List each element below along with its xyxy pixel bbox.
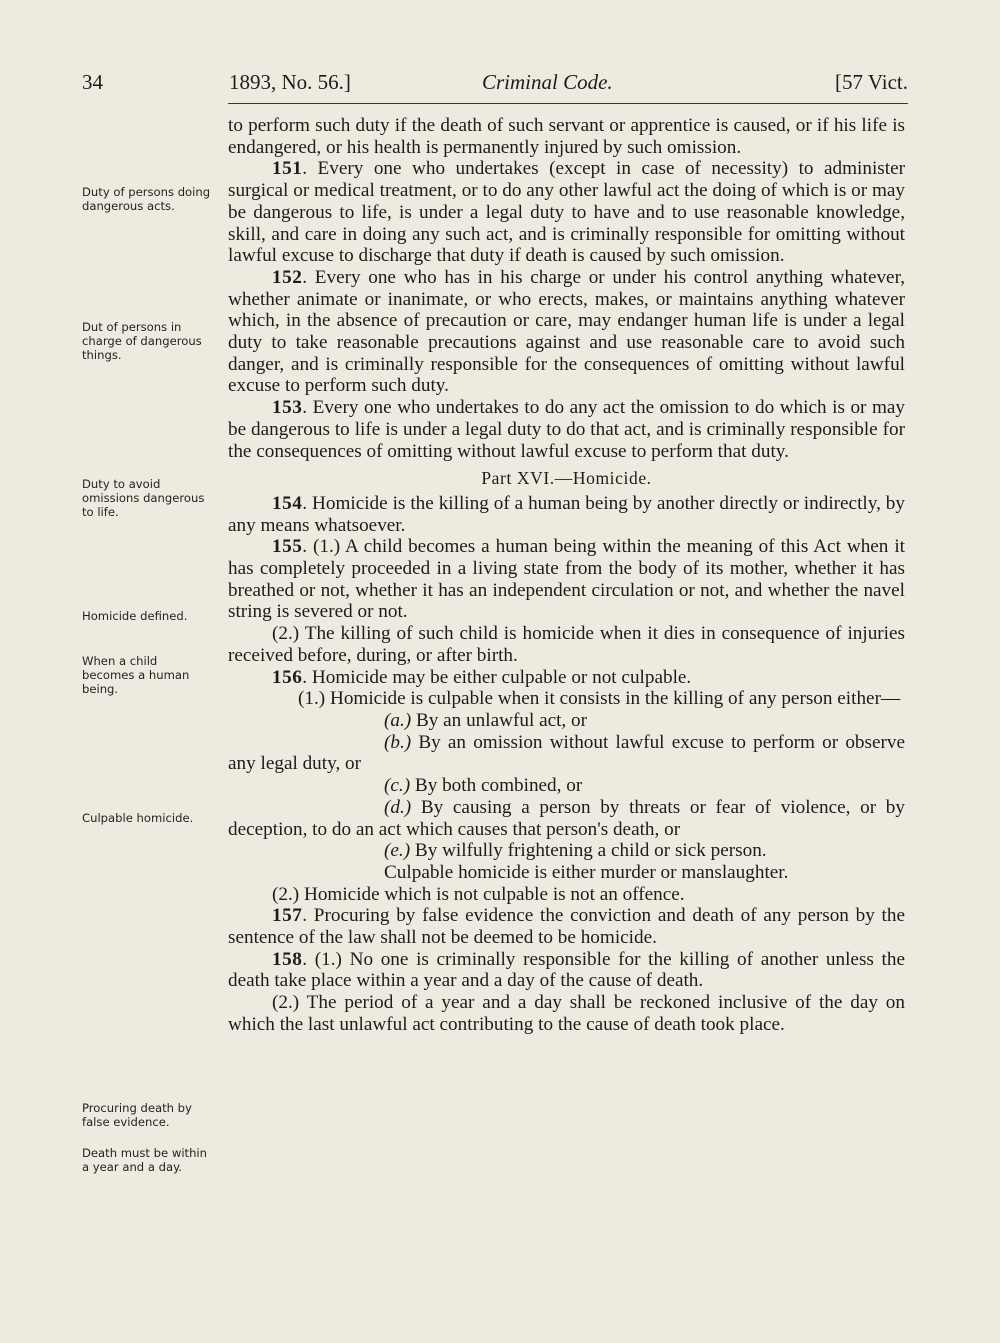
section-151 bbox=[228, 158, 905, 267]
section-156-1: (1.) Homicide is culpable when it consists in the killing of any person either— bbox=[298, 688, 901, 710]
clause-label: (b.) bbox=[384, 731, 412, 753]
section-text: . Homicide may be either culpable or not culpable. bbox=[302, 666, 692, 688]
section-number: 153 bbox=[272, 397, 303, 419]
section-number: 156 bbox=[272, 666, 303, 688]
section-156-c bbox=[228, 775, 905, 797]
margin-note-151: Duty of persons doing dangerous acts. bbox=[82, 185, 211, 213]
section-158-2: (2.) The period of a year and a day shall be reckoned inclusive of the day on which the last unlawful act contributing to the cause of death took place. bbox=[228, 992, 905, 1035]
section-text: . Every one who has in his charge or under his control anything whatever, whether animate or inanimate, or who erects, makes, or maintains anything whatever which, in the absence of precaution or care, may endanger human life is under a legal duty to take reasonable precautions against and use reasonable care to avoid such danger, and is criminally responsible for the consequences of omitting without lawful excuse to perform such duty. bbox=[228, 266, 905, 397]
section-text: . (1.) No one is criminally responsible for the killing of another unless the death take place within a year and a day of the cause of death. bbox=[228, 948, 905, 992]
section-158 bbox=[228, 949, 905, 992]
clause-label: (d.) bbox=[384, 796, 412, 818]
section-text: . Every one who undertakes (except in case of necessity) to administer surgical or medical treatment, or to do any other lawful act the doing of which is or may be dangerous to life, is under a legal duty to have and to use reasonable knowledge, skill, and care in doing any such act, and is criminally responsible for omitting without lawful excuse to discharge that duty if death is caused by such omission. bbox=[228, 158, 905, 267]
main-text bbox=[228, 115, 905, 1036]
clause-text: By an unlawful act, or bbox=[411, 709, 588, 731]
section-153 bbox=[228, 397, 905, 462]
margin-note-157: Procuring death by false evidence. bbox=[82, 1101, 192, 1129]
clause-text: By both combined, or bbox=[410, 775, 583, 797]
header-year-number: 1893, No. 56.] bbox=[229, 70, 351, 94]
margin-note-153: Duty to avoid omissions dangerous to life. bbox=[82, 477, 205, 519]
section-text: . (1.) A child becomes a human being within the meaning of this Act when it has completely proceeded in a living state from the body of its mother, whether it has breathed or not, whether it has an independent circulation or not, and whether the navel string is severed or not. bbox=[228, 536, 905, 623]
section-text: . Homicide is the killing of a human being by another directly or indirectly, by any means whatsoever. bbox=[228, 492, 905, 536]
margin-note-158: Death must be within a year and a day. bbox=[82, 1146, 208, 1174]
clause-label: (e.) bbox=[384, 840, 411, 862]
section-157 bbox=[228, 905, 905, 948]
section-156-d bbox=[228, 797, 905, 840]
section-number: 158 bbox=[272, 948, 303, 970]
section-number: 155 bbox=[272, 536, 303, 558]
section-152 bbox=[228, 267, 905, 397]
clause-label: (c.) bbox=[384, 775, 411, 797]
header-rule bbox=[228, 103, 908, 104]
page-number: 34 bbox=[82, 70, 103, 94]
section-156-culpable: Culpable homicide is either murder or manslaughter. bbox=[384, 861, 789, 883]
header-regnal-year: [57 Vict. bbox=[834, 70, 908, 94]
header-title: Criminal Code. bbox=[482, 70, 613, 94]
section-156 bbox=[228, 667, 905, 689]
margin-note-156: Culpable homicide. bbox=[82, 811, 194, 825]
clause-label: (a.) bbox=[384, 709, 412, 731]
margin-note-152: Dut of persons in charge of dangerous things. bbox=[82, 320, 202, 362]
section-number: 151 bbox=[272, 158, 303, 180]
section-number: 157 bbox=[272, 905, 303, 927]
margin-note-154: Homicide defined. bbox=[82, 609, 188, 623]
continuation-paragraph: to perform such duty if the death of such servant or apprentice is caused, or if his life is endangered, or his health is permanently injured by such omission. bbox=[228, 115, 905, 158]
clause-text: By an omission without lawful excuse to perform or observe any legal duty, or bbox=[228, 731, 905, 775]
running-header bbox=[82, 70, 908, 102]
section-155 bbox=[228, 536, 905, 623]
section-156-a bbox=[228, 710, 905, 732]
clause-text: By wilfully frightening a child or sick person. bbox=[410, 840, 767, 862]
section-text: . Every one who undertakes to do any act the omission to do which is or may be dangerous to life is under a legal duty to do that act, and is criminally responsible for the consequences of omitting without lawful excuse to perform that duty. bbox=[228, 397, 905, 462]
section-156-b bbox=[228, 732, 905, 775]
section-text: . Procuring by false evidence the conviction and death of any person by the sentence of the law shall not be deemed to be homicide. bbox=[228, 905, 905, 949]
clause-text: By causing a person by threats or fear of violence, or by deception, to do an act which causes that person's death, or bbox=[228, 796, 905, 840]
section-155-2: (2.) The killing of such child is homicide when it dies in consequence of injuries received before, during, or after birth. bbox=[228, 623, 905, 666]
part-heading: Part XVI.—Homicide. bbox=[481, 468, 652, 489]
section-154 bbox=[228, 493, 905, 536]
section-number: 154 bbox=[272, 492, 303, 514]
section-156-e bbox=[228, 840, 905, 862]
margin-note-155: When a child becomes a human being. bbox=[82, 654, 190, 696]
section-156-2: (2.) Homicide which is not culpable is not an offence. bbox=[272, 883, 685, 905]
section-number: 152 bbox=[272, 266, 303, 288]
